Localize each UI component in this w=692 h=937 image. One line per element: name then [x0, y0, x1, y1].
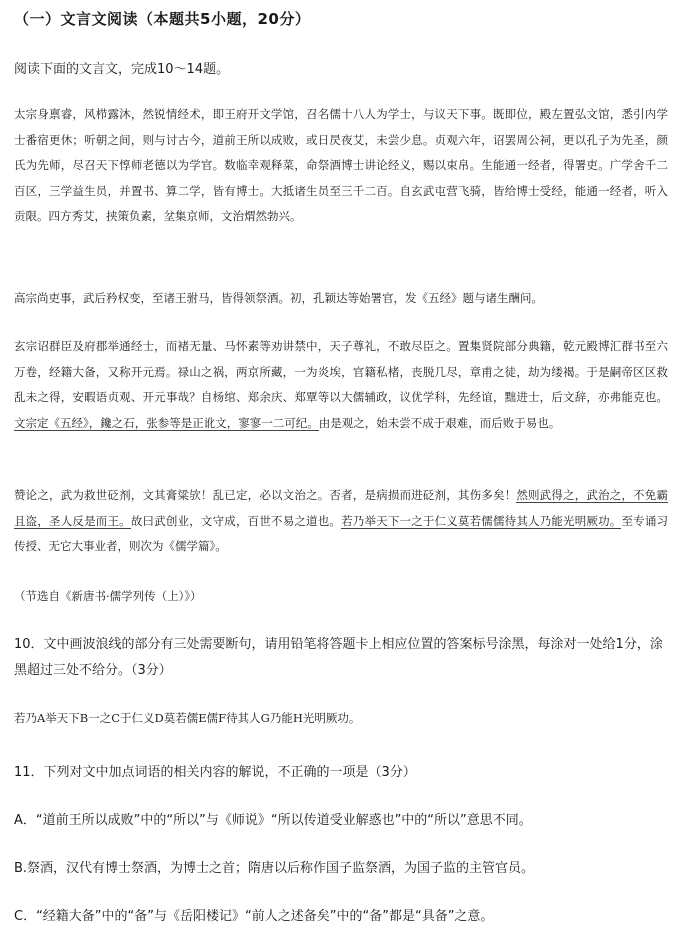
passage-paragraph-3-tail: 由是观之，始未尝不成于艰难，而后败于易也。	[318, 415, 561, 430]
question-11-option-b: B.祭酒，汉代有博士祭酒，为博士之首；隋唐以后称作国子监祭酒，为国子监的主管官员。	[14, 861, 535, 876]
passage-paragraph-2: 高宗尚吏事，武后矜权变，至诸王驸马，皆得领祭酒。初，孔颖达等始署官，发《五经》题与诸生酬问。	[14, 291, 543, 305]
question-11: 11．下列对文中加点词语的相关内容的解说，不正确的一项是（3分）	[14, 765, 416, 780]
passage-paragraph-3	[14, 334, 668, 436]
question-10-answer-line: 若乃A举天下B一之C于仁义D莫若儒E儒F待其人G乃能H光明厥功。	[14, 711, 361, 725]
underlined-sentence-wenzong: 文宗定《五经》，鑱之石，张参等是正讹文，寥寥一二可纪。	[14, 415, 319, 430]
question-10: 10．文中画波浪线的部分有三处需要断句，请用铅笔将答题卡上相应位置的答案标号涂黑，每涂对一处给1分，涂黑超过三处不给分。（3分）	[14, 637, 663, 678]
passage-paragraph-1: 太宗身禀睿，风栉露沐，然锐情经术，即王府开文学馆，召名儒十八人为学士，与议天下事。既即位，殿左置弘文馆，悉引内学士番宿更休；听朝之间，则与讨古今，道前王所以成败，或日昃夜艾，未尝少息。贞观六年，诏罢周公祠，更以孔子为先圣，颜氏为先师，尽召天下惇师老德以为学官。数临幸观释菜，命祭酒博士讲论经义，赐以束帛。生能通一经者，得署吏。广学舍千二百区，三学益生员，并置书、算二学，皆有博士。大抵诸生员至三千二百。自玄武屯营飞骑，皆给博士受经，能通一经者，听入贡限。四方秀艾，挟策负素，坌集京师，文治煟然勃兴。	[14, 107, 668, 223]
question-11-option-a: A．“道前王所以成败”中的“所以”与《师说》“所以传道受业解惑也”中的“所以”意思不同。	[14, 813, 532, 828]
question-11-option-c: C．“经籍大备”中的“备”与《岳阳楼记》“前人之述备矣”中的“备”都是“具备”之意。	[14, 909, 494, 924]
reading-instruction: 阅读下面的文言文，完成10～14题。	[14, 62, 230, 77]
passage-paragraph-4-tail: 至专诵习传授、无它大事业者，则次为《儒学篇》。	[14, 513, 669, 553]
passage-source: （节选自《新唐书·儒学列传（上）》）	[14, 589, 202, 603]
passage-paragraph-3-text: 玄宗诏群臣及府郡举通经士，而褚无量、马怀素等劝讲禁中，天子尊礼，不敢尽臣之。置集贤院部分典籍，乾元殿博汇群书至六万卷，经籍大备，又称开元焉。禄山之祸，两京所藏，一为炎埃，官籍私楮，丧脱几尽，章甫之徒，劫为缕褐。于是嗣帝区区救乱未之得，安暇语贞观、开元事哉？自杨绾、郑余庆、郑覃等以大儒辅政，议优学科，先经谊，黜进士，后文辞，亦弗能克也。	[14, 339, 668, 404]
wavy-line-sentence: 若乃举天下一之于仁义莫若儒儒待其人乃能光明厥功。	[341, 513, 622, 528]
passage-paragraph-4	[14, 483, 668, 560]
section-title: （一）文言文阅读（本题共5小题，20分）	[14, 10, 311, 28]
passage-paragraph-4-mid: 故曰武创业，文守成，百世不易之道也。	[130, 513, 342, 528]
passage-paragraph-4-text: 赞论之，武为救世砭剂，文其膏粱欤！乱已定，必以文治之。否者，是病损而进砭剂，其伤多矣！	[14, 488, 517, 502]
underlined-sentence-wu: 然则武得之，武治之，不免霸且盗，圣人反是而王。	[14, 488, 668, 528]
